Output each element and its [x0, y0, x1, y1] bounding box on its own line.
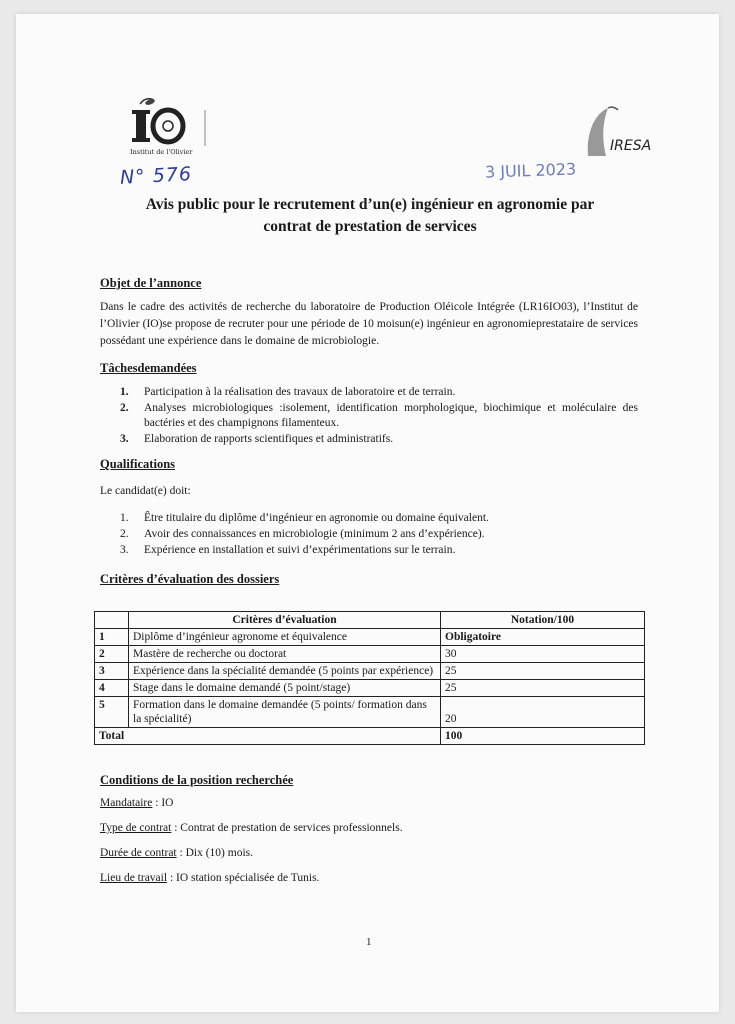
item-text: Expérience en installation et suivi d’expérimentations sur le terrain. [144, 544, 456, 556]
taches-heading: Tâchesdemandées [100, 361, 197, 375]
type-value: : Contrat de prestation de services professionnels. [174, 822, 403, 834]
condition-mandataire [100, 797, 173, 809]
total-label: Total [95, 728, 441, 745]
qualifications-heading: Qualifications [100, 457, 176, 471]
header-cell-num [95, 612, 129, 629]
item-number: 1. [120, 386, 129, 398]
row-criterion: Expérience dans la spécialité demandée (5 points par expérience) [129, 663, 441, 680]
item-number: 2. [120, 528, 129, 540]
row-criterion: Formation dans le domaine demandée (5 points/ formation dans la spécialité) [129, 697, 441, 728]
iresa-logo-text: IRESA [610, 138, 652, 154]
item-text: Être titulaire du diplôme d’ingénieur en agronomie ou domaine équivalent. [144, 512, 489, 524]
condition-duree [100, 847, 253, 859]
list-item [120, 432, 638, 447]
table-header-row [95, 612, 645, 629]
row-score: 25 [441, 680, 645, 697]
row-score: 30 [441, 646, 645, 663]
item-number: 3. [120, 433, 129, 445]
mandataire-value: : IO [155, 797, 174, 809]
iresa-logo [572, 104, 662, 164]
row-number: 4 [95, 680, 129, 697]
institut-olivier-logo [110, 96, 210, 162]
list-item [120, 385, 638, 400]
conditions-heading: Conditions de la position recherchée [100, 773, 294, 787]
qualifications-intro: Le candidat(e) doit: [100, 485, 191, 497]
row-number: 5 [95, 697, 129, 728]
page-number: 1 [366, 936, 372, 948]
table-row [95, 646, 645, 663]
row-score: Obligatoire [441, 629, 645, 646]
row-score: 20 [441, 697, 645, 728]
row-criterion: Stage dans le domaine demandé (5 point/stage) [129, 680, 441, 697]
list-item [120, 527, 638, 542]
objet-text: Dans le cadre des activités de recherche du laboratoire de Production Oléicole Intégrée (LR16IO03), l’Institut de l’Olivier (IO)se propose de recruter pour une période de 10 moisun(e) ingénieur en agronomieprestataire de services possédant une expérience dans le domaine de microbiologie. [100, 301, 638, 347]
header-cell-score: Notation/100 [441, 612, 645, 629]
document-title [110, 194, 630, 238]
objet-heading: Objet de l’annonce [100, 276, 202, 290]
handwritten-registration-number: N° 576 [119, 163, 193, 189]
table-row [95, 663, 645, 680]
item-text: Avoir des connaissances en microbiologie (minimum 2 ans d’expérience). [144, 528, 485, 540]
title-line-2: contrat de prestation de services [263, 218, 477, 235]
header-cell-criteria: Critères d’évaluation [129, 612, 441, 629]
item-number: 1. [120, 512, 129, 524]
mandataire-label: Mandataire [100, 797, 153, 809]
date-stamp: 3 JUIL 2023 [484, 159, 577, 182]
item-text: Analyses microbiologiques :isolement, identification morphologique, biochimique et moléculaire des bactéries et des champignons filamenteux. [144, 402, 638, 429]
item-text: Participation à la réalisation des travaux de laboratoire et de terrain. [144, 386, 456, 398]
item-number: 2. [120, 402, 129, 414]
row-criterion: Mastère de recherche ou doctorat [129, 646, 441, 663]
criteres-heading: Critères d’évaluation des dossiers [100, 572, 280, 586]
table-row [95, 680, 645, 697]
qualifications-list [120, 511, 638, 559]
table-row [95, 697, 645, 728]
item-number: 3. [120, 544, 129, 556]
total-score: 100 [441, 728, 645, 745]
row-number: 2 [95, 646, 129, 663]
lieu-label: Lieu de travail [100, 872, 168, 884]
item-text: Elaboration de rapports scientifiques et administratifs. [144, 433, 394, 445]
table-total-row [95, 728, 645, 745]
io-logo-caption: Institut de l'Olivier [130, 148, 193, 156]
list-item [120, 401, 638, 431]
table-row [95, 629, 645, 646]
title-line-1: Avis public pour le recrutement d’un(e) ingénieur en agronomie par [145, 196, 595, 213]
row-score: 25 [441, 663, 645, 680]
evaluation-criteria-table [94, 611, 645, 745]
taches-list [120, 385, 638, 448]
duree-label: Durée de contrat [100, 847, 177, 859]
lieu-value: : IO station spécialisée de Tunis. [169, 872, 320, 884]
row-criterion: Diplôme d’ingénieur agronome et équivalence [129, 629, 441, 646]
list-item [120, 511, 638, 526]
row-number: 3 [95, 663, 129, 680]
condition-type [100, 822, 403, 834]
condition-lieu [100, 872, 319, 884]
duree-value: : Dix (10) mois. [179, 847, 253, 859]
list-item [120, 543, 638, 558]
row-number: 1 [95, 629, 129, 646]
type-label: Type de contrat [100, 822, 172, 834]
